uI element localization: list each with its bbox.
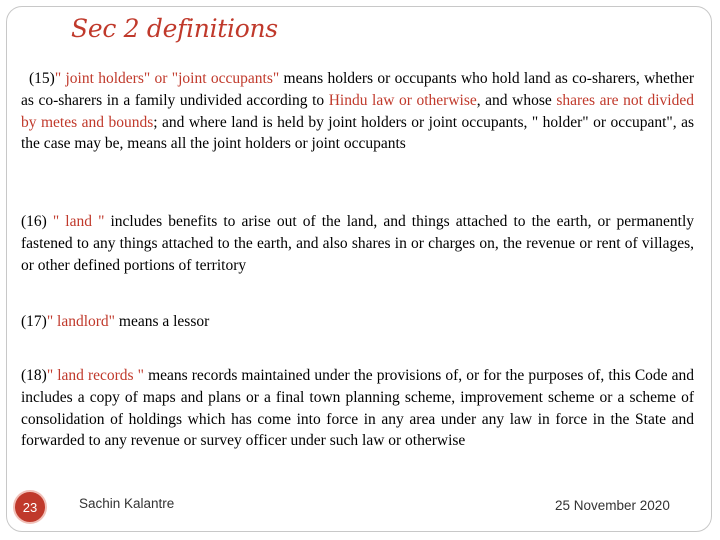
definition-15-number: (15) (29, 70, 55, 87)
definition-15-highlight-2: shares are not divided by metes and bounds (21, 91, 694, 131)
definition-15-text-1: means holders or occupants who hold land as co-sharers, whether as co-sharers in a family undivided according to (21, 70, 694, 109)
definition-16-number: (16) (21, 213, 53, 230)
footer-date: 25 November 2020 (555, 498, 670, 513)
definition-15 (21, 68, 694, 155)
definition-15-text-3: ; and where land is held by joint holders or joint occupants, " holder" or occupant", as the case may be, means all the joint holders or joint occupants (21, 113, 694, 153)
definition-17-text: means a lessor (115, 313, 210, 330)
definition-17 (21, 311, 694, 333)
definition-18 (21, 365, 694, 452)
definition-18-number: (18) (21, 367, 47, 384)
definition-15-highlight-1: Hindu law or otherwise (328, 91, 477, 109)
definition-18-term: " land records " (46, 367, 144, 384)
slide-title: Sec 2 definitions (71, 14, 278, 43)
footer-author: Sachin Kalantre (79, 496, 175, 511)
slide-number-badge (13, 490, 47, 524)
definition-17-number: (17) (21, 313, 47, 330)
definition-18-text: means records maintained under the provisions of, or for the purposes of, this Code and includes a copy of maps and plans or a final town planning scheme, improvement scheme or a scheme of consolidation of holdings which has come into force in any area under any law in force in the State and forwarded to any revenue or survey officer under such law or otherwise (21, 367, 694, 450)
definition-17-term: " landlord" (46, 313, 116, 330)
definition-16-term: " land " (52, 213, 105, 230)
slide-number: 23 (22, 499, 38, 515)
definition-15-term: " joint holders" or "joint occupants" (54, 70, 280, 87)
definition-16-text: includes benefits to arise out of the land, and things attached to the earth, or permanently fastened to any things attached to the earth, and also shares in or charges on, the revenue or rent of villages, or other defined portions of territory (21, 213, 694, 274)
definition-15-text-2: , and whose (476, 91, 557, 109)
definition-16 (21, 211, 694, 276)
